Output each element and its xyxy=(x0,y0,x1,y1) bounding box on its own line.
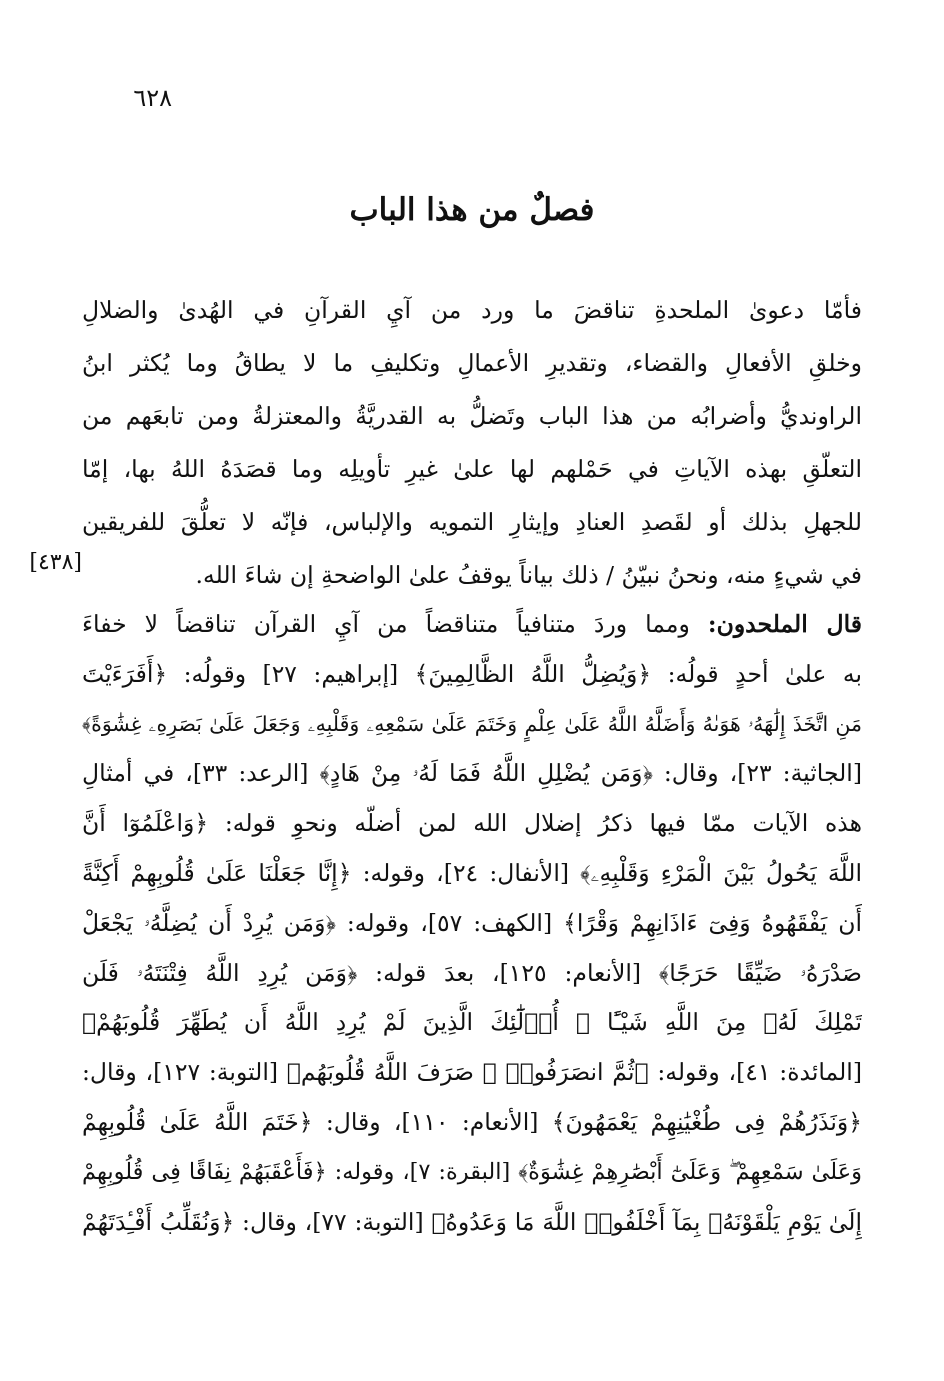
page-number: ٦٢٨ xyxy=(133,84,172,112)
text-line: صَدْرَهُۥ ضَيِّقًا حَرَجًا﴾ [الأنعام: ١٢٥]، بعدَ قوله: ﴿وَمَن يُرِدِ اللَّهُ فِتْنَتَهُۥ فَلَن xyxy=(82,958,862,987)
text-line: تَمْلِكَ لَهُۥ مِنَ اللَّهِ شَيْـًٔا ۚ أُو۟لَٰٓئِكَ الَّذِينَ لَمْ يُرِدِ اللَّهُ أَن يُطَهِّرَ قُلُوبَهُمْ﴾ xyxy=(82,1008,862,1037)
text-line: اللَّهَ يَحُولُ بَيْنَ الْمَرْءِ وَقَلْبِهِۦ﴾ [الأنفال: ٢٤]، وقوله: ﴿إِنَّا جَعَلْنَا عَلَىٰ قُلُوبِهِمْ أَكِنَّةً xyxy=(82,858,862,887)
text-line: في شيءٍ منه، ونحنُ نبيّنُ / ذلك بياناً يوقفُ علىٰ الواضحةِ إن شاءَ الله. xyxy=(195,561,862,589)
text-line: به علىٰ أحدٍ قولُه: ﴿وَيُضِلُّ اللَّهُ الظَّالِمِينَ﴾ [إبراهيم: ٢٧] وقولُه: ﴿أَفَرَءَيْتَ xyxy=(82,659,862,688)
text-line: التعلّقِ بهذه الآياتِ في حَمْلهم لها علىٰ غيرِ تأويلِه وما قصَدَهُ اللهُ بها، إمّا xyxy=(82,455,862,483)
text-line-first xyxy=(82,600,862,650)
text-line: مَنِ اتَّخَذَ إِلَٰهَهُۥ هَوَىٰهُ وَأَضَلَّهُ اللَّهُ عَلَىٰ عِلْمٍ وَخَتَمَ عَلَىٰ سَمْعِهِۦ وَقَلْبِهِۦ وَجَعَلَ عَلَىٰ بَصَرِهِۦ غِشَٰوَةً﴾ xyxy=(82,711,862,736)
text-line-body: ومما وردَ متنافياً متناقضاً من آيِ القرآن تناقضاً لا خفاءَ xyxy=(82,610,690,638)
text-line: [المائدة: ٤١]، وقوله: ﴿ثُمَّ انصَرَفُوا۟ ۚ صَرَفَ اللَّهُ قُلُوبَهُم﴾ [التوبة: ١٢٧]، وقال: xyxy=(82,1058,862,1087)
speaker-label: قال الملحدون: xyxy=(707,610,862,638)
text-line: الراونديُّ وأضرابُه من هذا الباب وتَضلُّ به القدريَّةُ والمعتزلةُ ومن تابعَهم من xyxy=(82,402,862,430)
text-line: وخلقِ الأفعالِ والقضاء، وتقديرِ الأعمالِ وتكليفِ ما لا يطاقُ وما يُكثر ابنُ xyxy=(82,349,862,377)
section-title: فصلٌ من هذا الباب xyxy=(349,192,595,228)
text-line: أَن يَفْقَهُوهُ وَفِىٓ ءَاذَانِهِمْ وَقْرًا﴾ [الكهف: ٥٧]، وقوله: ﴿وَمَن يُرِدْ أَن يُضِلَّهُۥ يَجْعَلْ xyxy=(82,908,862,937)
margin-page-reference: [٤٣٨] xyxy=(29,550,82,575)
text-line: وَعَلَىٰ سَمْعِهِمْ ۖ وَعَلَىٰٓ أَبْصَٰرِهِمْ غِشَٰوَةٌ﴾ [البقرة: ٧]، وقوله: ﴿فَأَعْقَبَهُمْ نِفَاقًا فِى قُلُوبِهِمْ xyxy=(82,1158,862,1185)
paragraph-mulhidun xyxy=(82,600,862,1247)
text-line: إِلَىٰ يَوْمِ يَلْقَوْنَهُۥ بِمَآ أَخْلَفُوا۟ اللَّهَ مَا وَعَدُوهُ﴾ [التوبة: ٧٧]، وقال: ﴿وَنُقَلِّبُ أَفْـِٔدَتَهُمْ xyxy=(82,1207,862,1236)
text-line: [الجاثية: ٢٣]، وقال: ﴿وَمَن يُضْلِلِ اللَّهُ فَمَا لَهُۥ مِنْ هَادٍ﴾ [الرعد: ٣٣]، في أمثالِ xyxy=(82,759,862,788)
text-line: ﴿وَنَذَرُهُمْ فِى طُغْيَٰنِهِمْ يَعْمَهُونَ﴾ [الأنعام: ١١٠]، وقال: ﴿خَتَمَ اللَّهُ عَلَىٰ قُلُوبِهِمْ xyxy=(82,1107,862,1136)
paragraph-intro xyxy=(82,284,862,602)
text-line: فأمّا دعوىٰ الملحدةِ تناقضَ ما ورد من آيِ القرآنِ في الهُدىٰ والضلالِ xyxy=(82,296,862,324)
text-line: هذه الآيات ممّا فيها ذكرُ إضلال الله لمن أضلّه ونحوِ قوله: ﴿وَاعْلَمُوٓا أَنَّ xyxy=(82,809,862,838)
text-line: للجهلِ بذلك أو لقَصدِ العنادِ وإيثارِ التمويه والإلباس، فإنّه لا تعلُّقَ للفريقين xyxy=(82,508,862,536)
